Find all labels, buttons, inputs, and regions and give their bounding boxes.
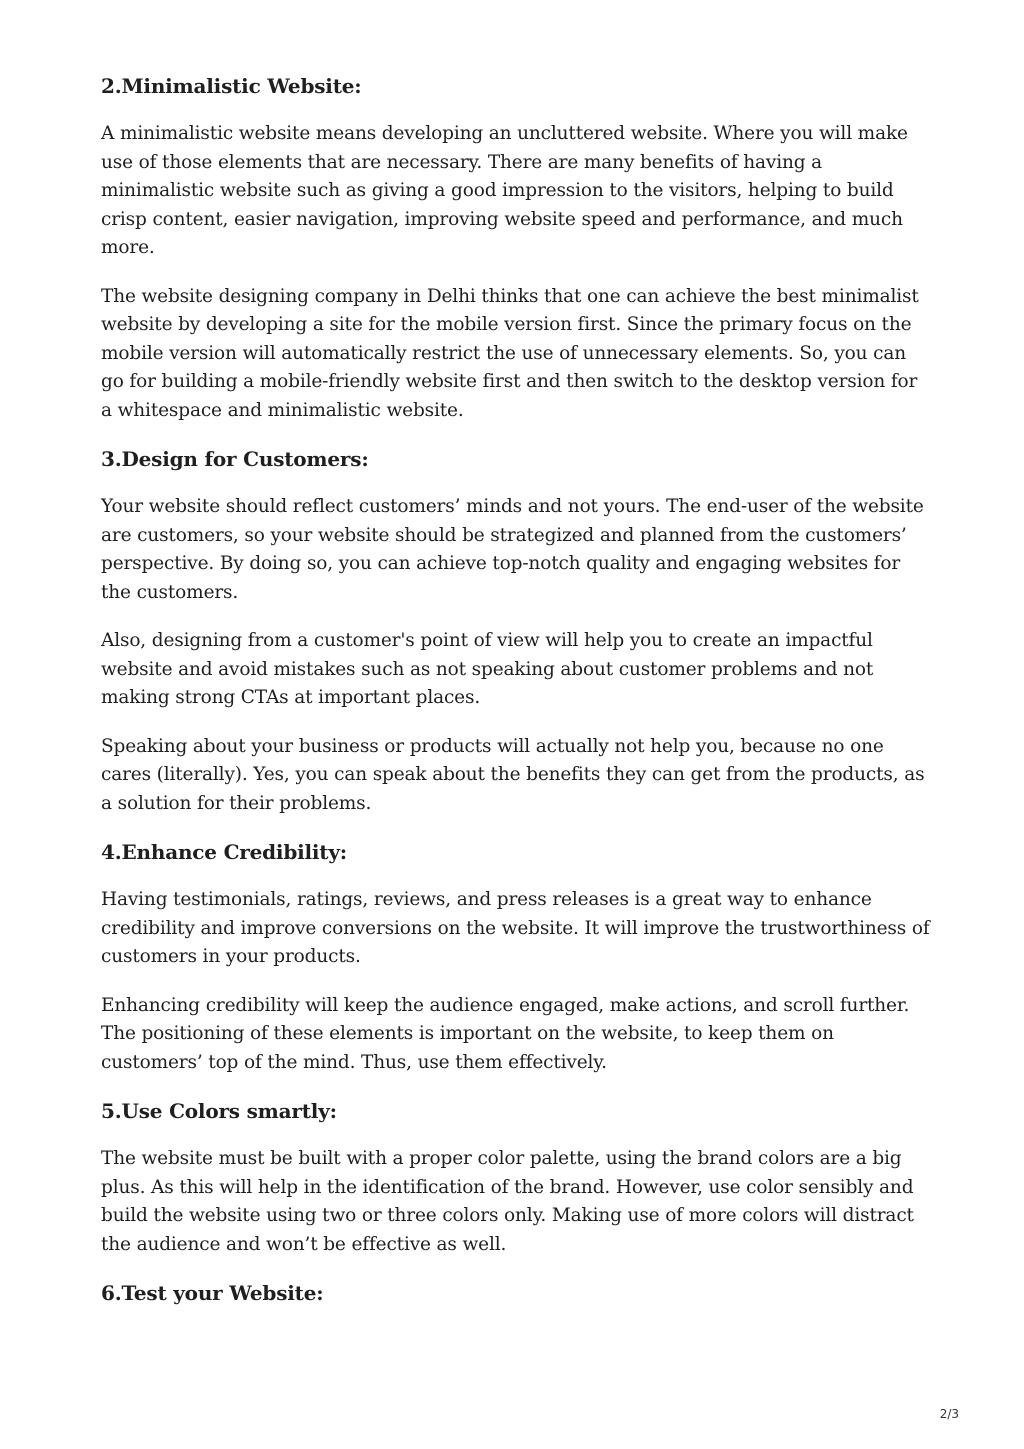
- section-minimalistic-website: [101, 72, 931, 425]
- section-design-for-customers: [101, 445, 931, 818]
- section-use-colors-smartly: [101, 1097, 931, 1259]
- document-page: [101, 72, 931, 1327]
- section-heading: 6.Test your Website:: [101, 1281, 324, 1305]
- section-heading: 5.Use Colors smartly:: [101, 1099, 337, 1123]
- section-heading: 3.Design for Customers:: [101, 447, 369, 471]
- page-number: 2/3: [939, 1407, 959, 1421]
- paragraph: The website must be built with a proper color palette, using the brand colors are a big plus. As this will help in the identification of the brand. However, use color sensibly and build the website using two or three colors only. Making use of more colors will distract the audience and won’t be effective as well.: [101, 1148, 914, 1255]
- paragraph: Your website should reflect customers’ minds and not yours. The end-user of the website are customers, so your website should be strategized and planned from the customers’ perspective. By doing so, you can achieve top-notch quality and engaging websites for the customers.: [101, 496, 924, 603]
- section-heading: 4.Enhance Credibility:: [101, 840, 347, 864]
- section-enhance-credibility: [101, 838, 931, 1077]
- paragraph: Enhancing credibility will keep the audience engaged, make actions, and scroll further. The positioning of these elements is important on the website, to keep them on customers’ top of the mind. Thus, use them effectively.: [101, 994, 910, 1073]
- paragraph: Also, designing from a customer's point of view will help you to create an impactful website and avoid mistakes such as not speaking about customer problems and not making strong CTAs at important places.: [101, 630, 874, 708]
- paragraph: Having testimonials, ratings, reviews, and press releases is a great way to enhance credibility and improve conversions on the website. It will improve the trustworthiness of customers in your products.: [101, 889, 930, 967]
- section-heading: 2.Minimalistic Website:: [101, 74, 362, 98]
- paragraph: The website designing company in Delhi thinks that one can achieve the best minimalist website by developing a site for the mobile version first. Since the primary focus on the mobile version will automatically restrict the use of unnecessary elements. So, you can go for building a mobile-friendly website first and then switch to the desktop version for a whitespace and minimalistic website.: [101, 285, 919, 421]
- section-test-your-website: [101, 1279, 931, 1307]
- paragraph: A minimalistic website means developing an uncluttered website. Where you will make use of those elements that are necessary. There are many benefits of having a minimalistic website such as giving a good impression to the visitors, helping to build crisp content, easier navigation, improving website speed and performance, and much more.: [101, 123, 908, 258]
- paragraph: Speaking about your business or products will actually not help you, because no one cares (literally). Yes, you can speak about the benefits they can get from the products, as a solution for their problems.: [101, 735, 925, 814]
